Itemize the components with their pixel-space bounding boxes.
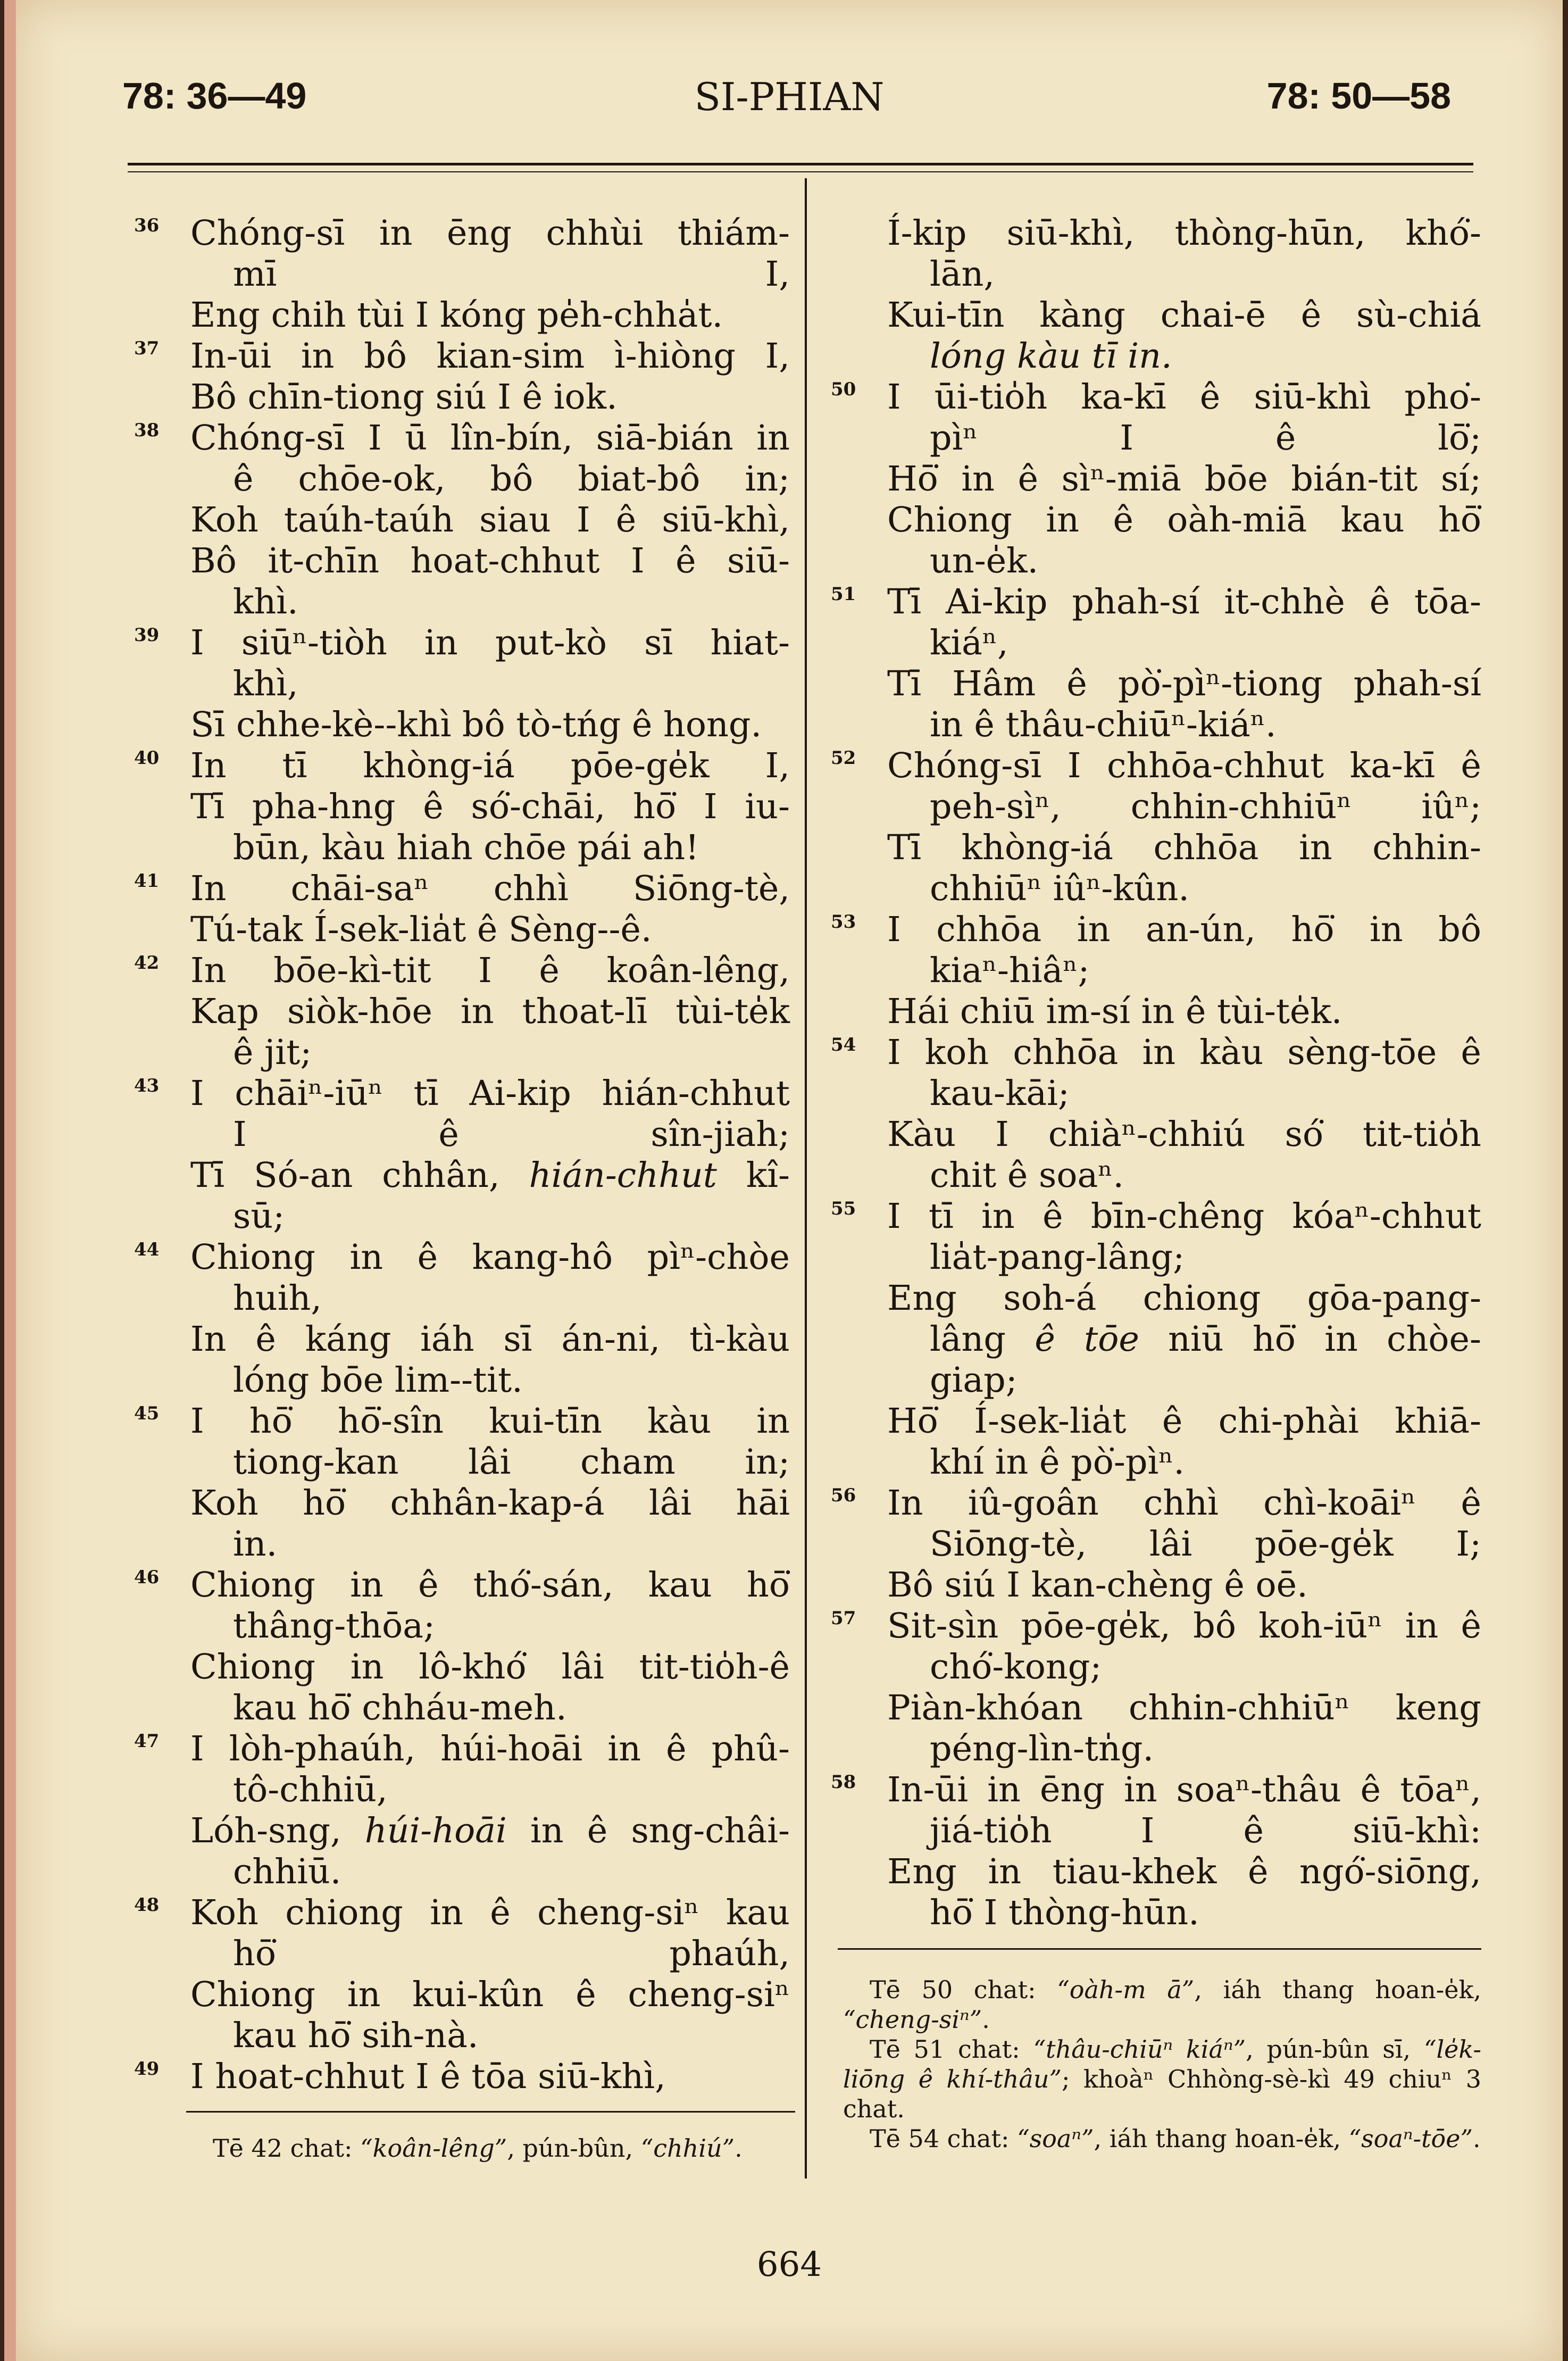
verse xyxy=(128,868,790,950)
verse-line: chhiū. xyxy=(233,1852,341,1892)
verse xyxy=(128,213,790,336)
header-rule-thin xyxy=(128,171,1473,172)
verse-line: un-e̍k. xyxy=(930,541,1039,581)
verse-line: ê chōe-ok, bô biat-bô in; xyxy=(233,459,790,499)
italic-text: hián-chhut xyxy=(529,1155,717,1195)
verse-line: Chóng-sī in ēng chhùi thiám- xyxy=(190,213,790,253)
verse-line: Koh hō͘ chhân-kap-á lâi hāi xyxy=(190,1483,790,1523)
verse-line: In chāi-saⁿ chhì Siōng-tè, xyxy=(190,869,790,909)
verse xyxy=(128,336,790,418)
verse-line: chhiūⁿ iûⁿ-kûn. xyxy=(930,869,1190,909)
footnote-rule-left xyxy=(186,2111,795,2113)
verse-line: kau hō͘ sih-nà. xyxy=(233,2016,479,2056)
verse-line: Tī pha-hng ê só͘-chāi, hō͘ I iu- xyxy=(190,787,790,827)
footnote-quote: “thâu-chiūⁿ kiáⁿ” xyxy=(1033,2035,1246,2064)
verse-number: 41 xyxy=(134,870,160,892)
verse-number: 49 xyxy=(134,2058,160,2080)
verse xyxy=(824,581,1481,745)
verse xyxy=(824,1769,1481,1933)
verse-line: Tú-tak Í-sek-lia̍t ê Sèng--ê. xyxy=(190,910,652,950)
verse xyxy=(128,1892,790,2056)
left-column xyxy=(128,213,790,2097)
verse-number: 46 xyxy=(134,1567,160,1588)
verse-line: In-ūi in bô kian-sim ì-hiòng I, xyxy=(190,336,790,376)
footnote-quote: “cheng-siⁿ” xyxy=(843,2005,982,2034)
verse xyxy=(128,2056,790,2097)
verse-line: Tī Hâm ê pò͘-pìⁿ-tiong phah-sí xyxy=(887,664,1481,704)
verse xyxy=(128,418,790,622)
verse-number: 54 xyxy=(831,1034,856,1055)
verse xyxy=(128,745,790,868)
verse-line: Chiong in ê kang-hô pìⁿ-chòe xyxy=(190,1237,790,1277)
verse-line: I chhōa in an-ún, hō͘ in bô xyxy=(887,910,1481,950)
verse-line: chit ê soaⁿ. xyxy=(930,1155,1124,1195)
verse-number: 36 xyxy=(134,215,160,236)
italic-text: ê tōe xyxy=(1035,1319,1139,1359)
verse-line: huih, xyxy=(233,1278,322,1318)
verse-line: péng-lìn-tn̍g. xyxy=(930,1729,1154,1769)
verse-number: 55 xyxy=(831,1198,856,1219)
footnote-quote: “koân-lêng” xyxy=(360,2134,507,2163)
running-header xyxy=(16,74,1563,133)
verse-line: I koh chhōa in kàu sèng-tōe ê xyxy=(887,1033,1481,1073)
verse-line: hō͘ I thòng-hūn. xyxy=(930,1893,1199,1933)
verse-line: I ê sîn-jiah; xyxy=(233,1115,790,1154)
verse xyxy=(128,1237,790,1401)
verse-line: Bô chīn-tiong siú I ê iok. xyxy=(190,377,618,417)
verse-line: kau hō͘ chháu-meh. xyxy=(233,1688,567,1728)
verse-number: 53 xyxy=(831,911,856,933)
verse-number: 44 xyxy=(134,1239,160,1260)
verse-line: Hō͘ Í-sek-lia̍t ê chi-phài khiā- xyxy=(887,1401,1481,1441)
verse-line: Chiong in ê oàh-miā kau hō͘ xyxy=(887,500,1481,540)
verse-number: 38 xyxy=(134,420,160,441)
verse-line: Chiong in lô-khó͘ lâi tit-tio̍h-ê xyxy=(190,1647,790,1687)
verse-line: chó͘-kong; xyxy=(930,1647,1102,1687)
verse-number: 50 xyxy=(831,379,856,400)
verse-line: I ūi-tio̍h ka-kī ê siū-khì pho͘- xyxy=(887,377,1481,417)
header-right-reference: 78: 50—58 xyxy=(1266,75,1451,117)
footnote: Tē 50 chat: “oàh-m ā”, iáh thang hoan-e̍k, “cheng-siⁿ”. xyxy=(843,1975,1481,2034)
verse-line: Eng in tiau-khek ê ngó͘-siōng, xyxy=(887,1852,1481,1892)
verse-line: lóng bōe lim--tit. xyxy=(233,1360,523,1400)
verse-number: 39 xyxy=(134,625,160,646)
verse-line: I lòh-phaúh, húi-hoāi in ê phû- xyxy=(190,1729,790,1769)
verse-line: Bô siú I kan-chèng ê oē. xyxy=(887,1565,1308,1605)
verse xyxy=(128,1728,790,1892)
verse-line: I chāiⁿ-iūⁿ tī Ai-kip hián-chhut xyxy=(190,1074,790,1113)
verse-line: thâng-thōa; xyxy=(233,1606,435,1646)
footnote-rule-right xyxy=(838,1948,1481,1950)
verse-number: 42 xyxy=(134,952,160,974)
verse-line: I hō͘ hō͘-sîn kui-tīn kàu in xyxy=(190,1401,790,1441)
verse-line: Eng chih tùi I kóng pe̍h-chha̍t. xyxy=(190,295,723,335)
verse-line: Siōng-tè, lâi pōe-ge̍k I; xyxy=(930,1524,1481,1564)
verse xyxy=(824,377,1481,581)
verse-line: Bô it-chīn hoat-chhut I ê siū- xyxy=(190,541,790,581)
verse xyxy=(824,213,1481,377)
footnote: Tē 54 chat: “soaⁿ”, iáh thang hoan-e̍k, “soaⁿ-tōe”. xyxy=(870,2124,1481,2153)
verse-line: tô-chhiū, xyxy=(233,1770,388,1810)
header-book-title: SI-PHIAN xyxy=(694,74,885,119)
verse-line: I tī in ê bīn-chêng kóaⁿ-chhut xyxy=(887,1196,1481,1236)
verse-line: Chóng-sī I chhōa-chhut ka-kī ê xyxy=(887,746,1481,786)
verse-line: Kui-tīn kàng chai-ē ê sù-chiá xyxy=(887,295,1481,335)
verse-line: khí in ê pò͘-pìⁿ. xyxy=(930,1442,1185,1482)
verse-line: Tī Ai-kip phah-sí it-chhè ê tōa- xyxy=(887,582,1481,622)
verse-number: 51 xyxy=(831,584,856,605)
verse xyxy=(128,1401,790,1565)
footnote-quote: “soaⁿ” xyxy=(1017,2124,1094,2153)
verse-line: Chiong in kui-kûn ê cheng-siⁿ xyxy=(190,1975,790,2015)
verse-line: sū; xyxy=(233,1196,285,1236)
verse-line: Í-kip siū-khì, thòng-hūn, khó͘- xyxy=(887,213,1481,253)
verse-line: In-ūi in ēng in soaⁿ-thâu ê tōaⁿ, xyxy=(887,1770,1481,1810)
verse-line: hō͘ phaúh, xyxy=(233,1934,790,1974)
verse-line: Lóh-sng, húi-hoāi in ê sng-châi- xyxy=(190,1811,790,1851)
verse-line: Hái chiū im-sí in ê tùi-te̍k. xyxy=(887,992,1342,1032)
verse-line: kau-kāi; xyxy=(930,1074,1070,1113)
verse-line: Piàn-khóan chhin-chhiūⁿ keng xyxy=(887,1688,1481,1728)
verse xyxy=(824,909,1481,1032)
verse-line: lâng ê tōe niū hō͘ in chòe- xyxy=(930,1319,1481,1359)
header-rule-thick xyxy=(128,163,1473,165)
verse xyxy=(128,622,790,745)
verse-line: Chiong in ê thó͘-sán, kau hō͘ xyxy=(190,1565,790,1605)
verse-line: Tī Só-an chhân, hián-chhut kî- xyxy=(190,1155,790,1195)
verse xyxy=(824,1032,1481,1196)
footnote: Tē 51 chat: “thâu-chiūⁿ kiáⁿ”, pún-bûn sī, “le̍k-liōng ê khí-thâu”; khoàⁿ Chhòng-sè-kì 49 chiuⁿ 3 chat. xyxy=(843,2035,1481,2123)
verse-line: Sī chhe-kè--khì bô tò-tńg ê hong. xyxy=(190,705,762,745)
verse-line: Koh taúh-taúh siau I ê siū-khì, xyxy=(190,500,790,540)
verse-number: 37 xyxy=(134,338,160,359)
verse-line: ê jit; xyxy=(233,1033,312,1073)
verse-line: Kàu I chiàⁿ-chhiú só͘ tit-tio̍h xyxy=(887,1115,1481,1154)
verse-line: Kap siòk-hōe in thoat-lī tùi-te̍k xyxy=(190,992,790,1032)
verse xyxy=(824,1483,1481,1606)
footnote-quote: “le̍k-liōng ê khí-thâu” xyxy=(843,2035,1481,2093)
verse xyxy=(128,1565,790,1728)
italic-text: húi-hoāi xyxy=(364,1811,507,1851)
verse-line: būn, kàu hiah chōe pái ah! xyxy=(233,828,699,868)
verse-line: In ê káng iáh sī án-ni, tì-kàu xyxy=(190,1319,790,1359)
verse-line: Hō͘ in ê sìⁿ-miā bōe bián-tit sí; xyxy=(887,459,1481,499)
verse-line: kiaⁿ-hiâⁿ; xyxy=(930,951,1090,991)
verse-line: Sit-sìn pōe-ge̍k, bô koh-iūⁿ in ê xyxy=(887,1606,1481,1646)
verse-line: mī I, xyxy=(233,254,790,294)
verse-line: lia̍t-pang-lâng; xyxy=(930,1237,1185,1277)
verse-line: Chóng-sī I ū lîn-bín, siā-bián in xyxy=(190,418,790,458)
footnote-quote: “chhiú” xyxy=(640,2134,735,2163)
verse-line: giap; xyxy=(930,1360,1017,1400)
verse-line: Eng soh-á chiong gōa-pang- xyxy=(887,1278,1481,1318)
verse-number: 58 xyxy=(831,1772,856,1793)
verse-line: I hoat-chhut I ê tōa siū-khì, xyxy=(190,2057,666,2097)
footnotes-left xyxy=(186,2133,798,2163)
verse-number: 56 xyxy=(831,1485,856,1506)
verse xyxy=(824,1606,1481,1769)
verse xyxy=(824,745,1481,909)
page-number: 664 xyxy=(756,2245,822,2284)
footnote-quote: “soaⁿ-tōe” xyxy=(1348,2124,1473,2153)
verse-line: In iû-goân chhì chì-koāiⁿ ê xyxy=(887,1483,1481,1523)
verse-number: 48 xyxy=(134,1894,160,1916)
verse-line: in. xyxy=(233,1524,278,1564)
verse-line: tiong-kan lâi cham in; xyxy=(233,1442,790,1482)
footnote-quote: “oàh-m ā” xyxy=(1057,1975,1195,2004)
verse-line: lān, xyxy=(930,254,995,294)
verse-number: 52 xyxy=(831,747,856,769)
verse-number: 40 xyxy=(134,747,160,769)
verse-line: in ê thâu-chiūⁿ-kiáⁿ. xyxy=(930,705,1277,745)
italic-text: lóng kàu tī in. xyxy=(930,336,1172,376)
verse-line: Koh chiong in ê cheng-siⁿ kau xyxy=(190,1893,790,1933)
verse-line: peh-sìⁿ, chhin-chhiūⁿ iûⁿ; xyxy=(930,787,1481,827)
verse xyxy=(824,1196,1481,1483)
footnote: Tē 42 chat: “koân-lêng”, pún-bûn, “chhiú”. xyxy=(213,2134,743,2163)
verse-line xyxy=(887,336,1481,377)
verse-number: 43 xyxy=(134,1075,160,1096)
verse-number: 45 xyxy=(134,1403,160,1424)
verse-line: khì. xyxy=(233,582,298,622)
verse-number: 57 xyxy=(831,1608,856,1629)
verse xyxy=(128,1073,790,1237)
footnotes-right xyxy=(843,1975,1481,2154)
scripture-page xyxy=(4,0,1563,2361)
header-left-reference: 78: 36—49 xyxy=(122,75,307,117)
column-divider xyxy=(805,178,807,2179)
verse-line: kiáⁿ, xyxy=(930,623,1008,663)
verse-number: 47 xyxy=(134,1731,160,1752)
verse-line: I siūⁿ-tiòh in put-kò sī hiat- xyxy=(190,623,790,663)
verse xyxy=(128,950,790,1073)
verse-line: In tī khòng-iá pōe-ge̍k I, xyxy=(190,746,790,786)
verse-line: In bōe-kì-tit I ê koân-lêng, xyxy=(190,951,790,991)
verse-line: jiá-tio̍h I ê siū-khì: xyxy=(930,1811,1481,1851)
verse-line: Tī khòng-iá chhōa in chhin- xyxy=(887,828,1481,868)
right-column xyxy=(824,213,1481,1933)
verse-line: pìⁿ I ê lō͘; xyxy=(930,418,1481,458)
verse-line: khì, xyxy=(233,664,298,704)
